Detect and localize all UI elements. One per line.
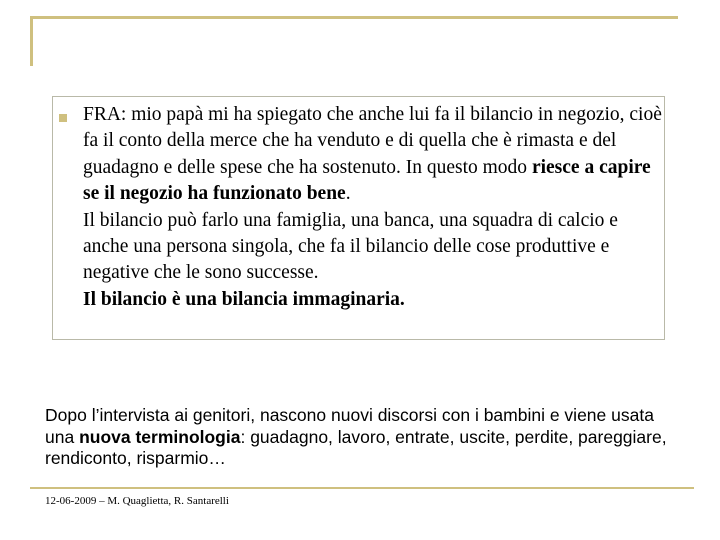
quote-line-1: FRA: mio papà mi ha spiegato che anche lui fa il bilancio in negozio, cioè fa il conto della merce che ha venduto e di quella che è rimasta e del guadagno e delle spese che ha sostenuto. In questo modo: [83, 104, 662, 178]
quote-line-3-bold: Il bilancio è una bilancia immaginaria.: [83, 288, 405, 310]
footer-rule: [30, 487, 694, 489]
frame-left-line: [30, 16, 33, 66]
after-interview-text: [45, 405, 685, 470]
after-text-end: : guadagno, lavoro, entrate, uscite, perdite, pareggiare, rendiconto, risparmio…: [45, 426, 667, 468]
quote-line-1-bold: riesce a capire se il negozio ha funzionato bene: [83, 156, 651, 205]
square-bullet-icon: [59, 114, 67, 122]
quote-paragraph-1: [83, 102, 663, 208]
quote-text: [83, 102, 663, 313]
footer-text: 12-06-2009 – M. Quaglietta, R. Santarelli: [45, 495, 229, 507]
quote-paragraph-2: Il bilancio può farlo una famiglia, una banca, una squadra di calcio e anche una persona singola, che fa il bilancio delle cose produttive e negative che le sono successe.: [83, 209, 618, 284]
quote-paragraph-3: [83, 287, 663, 313]
after-text-start: Dopo l’intervista ai genitori, nascono nuovi discorsi con i bambini e viene usata una: [45, 405, 654, 447]
quote-line-1-end: .: [345, 183, 351, 205]
frame-top-line: [30, 16, 678, 19]
after-text-bold: nuova terminologia: [79, 426, 241, 447]
